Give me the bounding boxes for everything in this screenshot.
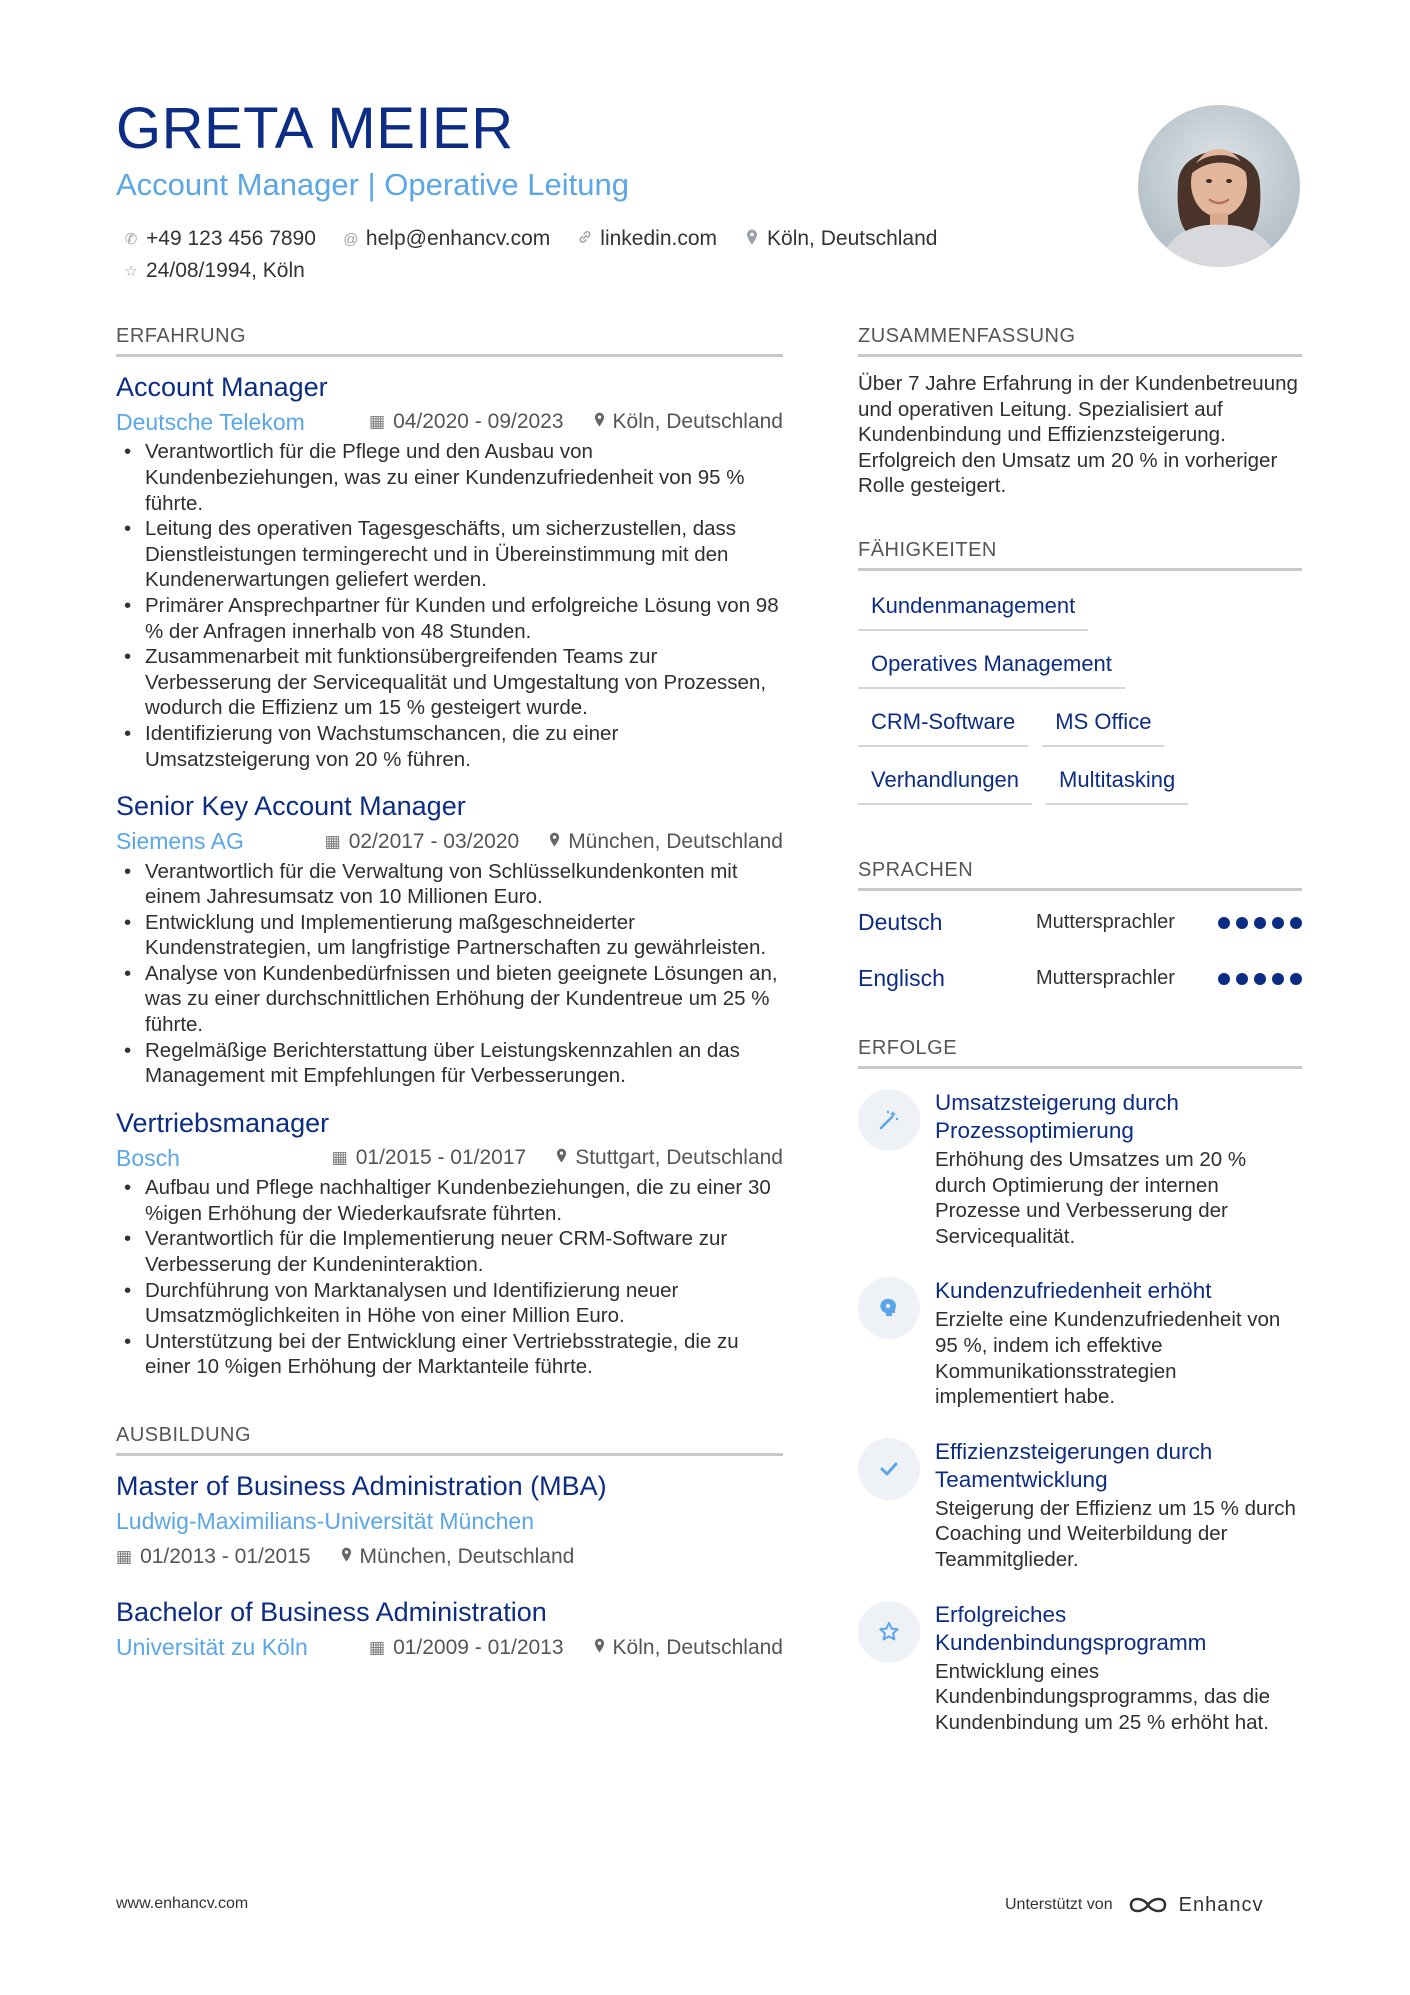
rating-dot — [1290, 973, 1302, 985]
job-date-text: 02/2017 - 03/2020 — [348, 829, 520, 853]
education-location-text: München, Deutschland — [359, 1545, 575, 1569]
education-meta — [116, 1540, 783, 1574]
rating-dot — [1272, 917, 1284, 929]
candidate-title: Account Manager | Operative Leitung — [116, 167, 629, 202]
profile-photo — [1138, 105, 1300, 267]
job-date — [332, 1146, 527, 1170]
at-icon: @ — [343, 230, 359, 248]
language-name: Englisch — [858, 965, 945, 992]
rating-dot — [1254, 917, 1266, 929]
achievement-item — [858, 1601, 1302, 1736]
education-school-row — [116, 1504, 783, 1538]
job-meta — [116, 405, 783, 439]
job-bullet: • Aufbau und Pflege nachhaltiger Kundenbeziehungen, die zu einer 30 %igen Erhöhung der Wiederkaufsrate führten. — [116, 1175, 783, 1226]
contact-email[interactable] — [342, 227, 550, 251]
job-date-text: 01/2015 - 01/2017 — [355, 1146, 527, 1170]
job-title: Account Manager — [116, 372, 328, 402]
birth-text: 24/08/1994, Köln — [146, 259, 305, 282]
job-bullets — [116, 1175, 783, 1380]
education-location-text: Köln, Deutschland — [612, 1635, 783, 1659]
job-location — [556, 1146, 783, 1170]
skill-tag: Kundenmanagement — [858, 585, 1088, 631]
right-column — [858, 325, 1302, 1763]
education-school: Universität zu Köln — [116, 1634, 308, 1661]
location-pin-icon — [743, 229, 761, 249]
achievement-content — [935, 1438, 1302, 1573]
achievement-desc: Erhöhung des Umsatzes um 20 % durch Optimierung der internen Prozesse und Verbesserung der Servicequalität. — [935, 1147, 1247, 1248]
achievement-content — [935, 1089, 1302, 1249]
skills-list — [858, 585, 1302, 817]
left-column — [116, 325, 783, 1683]
job-location-text: München, Deutschland — [568, 829, 783, 853]
job-entry — [116, 371, 783, 772]
job-date-text: 04/2020 - 09/2023 — [393, 410, 564, 434]
education-degree: Master of Business Administration (MBA) — [116, 1470, 607, 1501]
job-bullets — [116, 439, 783, 772]
achievement-item — [858, 1438, 1302, 1573]
skill-tag: Operatives Management — [858, 643, 1125, 689]
achievement-title: Umsatzsteigerung durch Prozessoptimierung — [935, 1089, 1179, 1143]
education-date-text: 01/2013 - 01/2015 — [140, 1545, 311, 1569]
linkedin-text[interactable]: linkedin.com — [600, 227, 718, 250]
job-location — [549, 830, 783, 854]
education-date-text: 01/2009 - 01/2013 — [393, 1635, 564, 1659]
job-bullet: • Analyse von Kundenbedürfnissen und bieten geeignete Lösungen an, was zu einer durchschnittlichen Erhöhung der Kundentreue um 25 % führte. — [116, 961, 783, 1038]
job-bullet: • Verantwortlich für die Implementierung neuer CRM-Software zur Verbesserung der Kundeninteraktion. — [116, 1226, 783, 1277]
rating-dot — [1218, 973, 1230, 985]
section-title-achievements: ERFOLGE — [858, 1037, 1302, 1069]
phone-icon: ✆ — [124, 231, 138, 248]
achievement-title: Kundenzufriedenheit erhöht — [935, 1278, 1212, 1304]
achievement-desc: Steigerung der Effizienz um 15 % durch Coaching und Weiterbildung der Teammitglieder. — [935, 1496, 1296, 1571]
rating-dot — [1254, 973, 1266, 985]
job-entry — [116, 790, 783, 1089]
language-level: Muttersprachler — [1036, 911, 1175, 934]
footer-website[interactable]: www.enhancv.com — [116, 1895, 249, 1912]
location-pin-icon — [556, 1148, 567, 1168]
rating-dot — [1290, 917, 1302, 929]
skill-tag: Multitasking — [1046, 759, 1188, 805]
section-title-languages: SPRACHEN — [858, 859, 1302, 891]
rating-dot — [1218, 917, 1230, 929]
achievement-title: Effizienzsteigerungen durch Teamentwicklung — [935, 1438, 1213, 1492]
job-entry — [116, 1107, 783, 1380]
job-date — [325, 830, 520, 854]
language-row — [858, 951, 1302, 1007]
education-entry — [116, 1470, 783, 1574]
rating-dot — [1272, 973, 1284, 985]
calendar-icon: ▦ — [369, 412, 386, 432]
section-title-summary: ZUSAMMENFASSUNG — [858, 325, 1302, 357]
language-name: Deutsch — [858, 909, 943, 936]
star-icon — [858, 1601, 920, 1663]
language-row — [858, 895, 1302, 951]
location-pin-icon — [594, 1638, 605, 1658]
language-level: Muttersprachler — [1036, 967, 1175, 990]
education-location — [594, 1636, 783, 1660]
job-bullet: • Identifizierung von Wachstumschancen, die zu einer Umsatzsteigerung von 20 % führen. — [116, 721, 783, 772]
achievement-item — [858, 1089, 1302, 1249]
calendar-icon: ▦ — [331, 1148, 348, 1168]
education-date — [116, 1545, 311, 1569]
job-bullet: • Zusammenarbeit mit funktionsübergreifenden Teams zur Verbesserung der Servicequalität und Umgestaltung von Prozessen, wodurch die Effizienz um 15 % gesteigert wurde. — [116, 644, 783, 721]
contact-location — [743, 227, 937, 251]
job-date — [369, 410, 564, 434]
powered-by-text: Unterstützt von — [1005, 1896, 1113, 1913]
contact-phone — [122, 227, 316, 251]
job-bullet: • Primärer Ansprechpartner für Kunden und erfolgreiche Lösung von 98 % der Anfragen innerhalb von 48 Stunden. — [116, 593, 783, 644]
job-bullet: • Durchführung von Marktanalysen und Identifizierung neuer Umsatzmöglichkeiten in Höhe von einer Million Euro. — [116, 1278, 783, 1329]
job-location — [594, 410, 783, 434]
job-title: Vertriebsmanager — [116, 1107, 330, 1138]
contact-birth — [122, 259, 305, 283]
skill-tag: MS Office — [1042, 701, 1164, 747]
phone-text: +49 123 456 7890 — [146, 227, 316, 250]
job-bullet: • Verantwortlich für die Pflege und den Ausbau von Kundenbeziehungen, was zu einer Kundenzufriedenheit von 95 % führte. — [116, 439, 783, 516]
calendar-icon: ▦ — [324, 831, 341, 851]
rating-dot — [1236, 973, 1248, 985]
summary-text: Über 7 Jahre Erfahrung in der Kundenbetreuung und operativen Leitung. Spezialisiert auf Kundenbindung und Effizienzsteigerung. Erfolgreich den Umsatz um 20 % in vorheriger Rolle gesteigert. — [858, 372, 1298, 498]
job-meta — [116, 1141, 783, 1175]
section-title-experience: ERFAHRUNG — [116, 325, 783, 357]
achievement-desc: Entwicklung eines Kundenbindungsprogramms, das die Kundenbindung um 25 % erhöht hat. — [935, 1659, 1271, 1734]
language-rating — [1212, 917, 1302, 929]
education-meta — [116, 1631, 783, 1665]
education-date — [369, 1636, 564, 1660]
skill-tag: CRM-Software — [858, 701, 1028, 747]
job-location-text: Köln, Deutschland — [612, 410, 783, 434]
magic-wand-icon — [858, 1089, 920, 1151]
job-bullet: • Regelmäßige Berichterstattung über Leistungskennzahlen an das Management mit Empfehlungen für Verbesserungen. — [116, 1038, 783, 1089]
head-icon — [858, 1277, 920, 1339]
location-text: Köln, Deutschland — [767, 227, 938, 250]
job-bullet: • Entwicklung und Implementierung maßgeschneiderter Kundenstrategien, um langfristige Partnerschaften zu gewährleisten. — [116, 910, 783, 961]
check-icon — [858, 1438, 920, 1500]
calendar-icon: ▦ — [116, 1547, 133, 1567]
job-bullets — [116, 859, 783, 1089]
enhancv-brand: Enhancv — [1178, 1893, 1264, 1916]
location-pin-icon — [594, 412, 605, 432]
contact-linkedin[interactable] — [576, 227, 717, 251]
achievement-desc: Erzielte eine Kundenzufriedenheit von 95 %, indem ich effektive Kommunikationsstrategien implementiert habe. — [935, 1308, 1281, 1409]
education-location — [341, 1545, 575, 1569]
education-degree: Bachelor of Business Administration — [116, 1597, 547, 1628]
link-icon — [576, 230, 594, 248]
candidate-name: GRETA MEIER — [116, 96, 514, 161]
location-pin-icon — [549, 832, 560, 852]
job-meta — [116, 825, 783, 859]
section-title-education: AUSBILDUNG — [116, 1424, 783, 1456]
location-pin-icon — [341, 1547, 352, 1567]
job-bullet: • Verantwortlich für die Verwaltung von Schlüsselkundenkonten mit einem Jahresumsatz von 10 Millionen Euro. — [116, 859, 783, 910]
footer-branding — [1005, 1893, 1263, 1917]
job-location-text: Stuttgart, Deutschland — [575, 1146, 783, 1170]
achievement-title: Erfolgreiches Kundenbindungsprogramm — [935, 1601, 1207, 1655]
star-outline-icon: ☆ — [124, 263, 138, 280]
job-company: Bosch — [116, 1144, 180, 1171]
language-rating — [1212, 973, 1302, 985]
enhancv-logo-icon — [1125, 1893, 1171, 1917]
job-bullet: • Leitung des operativen Tagesgeschäfts, um sicherzustellen, dass Dienstleistungen termingerecht und in Übereinstimmung mit den Kundenerwartungen geliefert werden. — [116, 516, 783, 593]
achievement-content — [935, 1277, 1302, 1409]
job-bullet: • Unterstützung bei der Entwicklung einer Vertriebsstrategie, die zu einer 10 %igen Erhöhung der Marktanteile führte. — [116, 1329, 783, 1380]
job-company: Deutsche Telekom — [116, 408, 305, 435]
education-school: Ludwig-Maximilians-Universität München — [116, 1507, 534, 1534]
email-text[interactable]: help@enhancv.com — [365, 227, 551, 250]
rating-dot — [1236, 917, 1248, 929]
job-title: Senior Key Account Manager — [116, 791, 466, 822]
contact-info — [122, 223, 1042, 287]
section-title-skills: FÄHIGKEITEN — [858, 539, 1302, 571]
achievement-content — [935, 1601, 1302, 1736]
calendar-icon: ▦ — [369, 1637, 386, 1657]
job-company: Siemens AG — [116, 828, 244, 854]
education-entry — [116, 1596, 783, 1664]
skill-tag: Verhandlungen — [858, 759, 1032, 805]
achievement-item — [858, 1277, 1302, 1409]
